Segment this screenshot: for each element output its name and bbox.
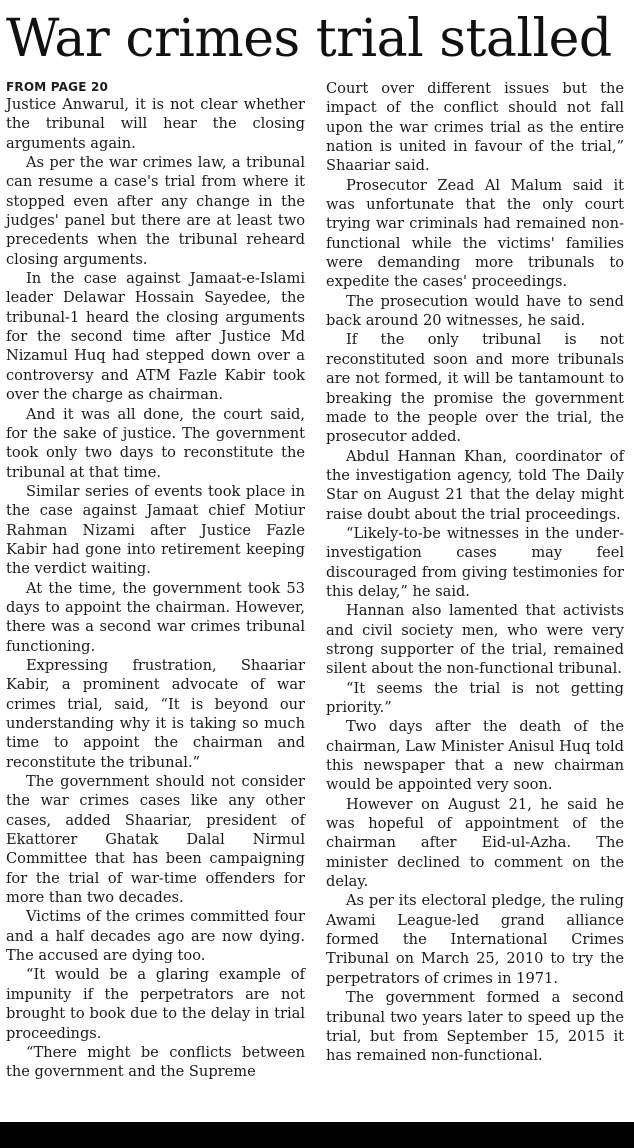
paragraph: As per the war crimes law, a tribunal can resume a case's trial from where it stopped even after any change in the judges' panel but there are at least two precedents when the tribunal reheard closing arguments. (6, 154, 305, 268)
paragraph: Expressing frustration, Shaariar Kabir, a prominent advocate of war crimes trial, said, “It is beyond our understanding why it is taking so much time to appoint the chairman and reconstitute the tribunal.” (6, 656, 305, 771)
paragraph: The prosecution would have to send back around 20 witnesses, he said. (326, 292, 624, 330)
paragraph: As per its electoral pledge, the ruling Awami League-led grand alliance formed the International Crimes Tribunal on March 25, 2010 to try the perpetrators of crimes in 1971. (326, 892, 624, 987)
paragraph: “It would be a glaring example of impunity if the perpetrators are not brought to book due to the delay in trial proceedings. (6, 966, 305, 1042)
paragraph: Court over different issues but the impact of the conflict should not fall upon the war crimes trial as the entire nation is united in favour of the trial,” Shaariar said. (326, 80, 624, 175)
paragraph: Hannan also lamented that activists and civil society men, who were very strong supporter of the trial, remained silent about the non-functional tribunal. (326, 602, 624, 678)
paragraph: At the time, the government took 53 days to appoint the chairman. However, there was a second war crimes tribunal functioning. (6, 579, 305, 655)
paragraph: Abdul Hannan Khan, coordinator of the investigation agency, told The Daily Star on August 21 that the delay might raise doubt about the trial proceedings. (326, 447, 624, 523)
paragraph: The government should not consider the war crimes cases like any other cases, added Shaariar, president of Ekattorer Ghatak Dalal Nirmul Committee that has been campaigning for the trial of war-time offenders for more than two decades. (6, 773, 305, 907)
paragraph: Two days after the death of the chairman, Law Minister Anisul Huq told this newspaper that a new chairman would be appointed very soon. (326, 718, 624, 794)
paragraph: Victims of the crimes committed four and a half decades ago are now dying. The accused are dying too. (6, 908, 305, 965)
continued-from-label: FROM PAGE 20 (6, 80, 109, 94)
paragraph: “It seems the trial is not getting priority.” (326, 679, 624, 716)
paragraph: Justice Anwarul, it is not clear whether the tribunal will hear the closing arguments again. (6, 96, 305, 152)
article-column-right (326, 79, 624, 1066)
paragraph: And it was all done, the court said, for the sake of justice. The government took only two days to reconstitute the tribunal at that time. (6, 405, 305, 481)
bottom-black-bar (0, 1122, 634, 1148)
paragraph: “There might be conflicts between the government and the Supreme (6, 1043, 305, 1081)
paragraph: The government formed a second tribunal two years later to speed up the trial, but from September 15, 2015 it has remained non-functional. (326, 989, 624, 1065)
paragraph: If the only tribunal is not reconstituted soon and more tribunals are not formed, it will be tantamount to breaking the promise the government made to the people over the trial, the prosecutor added. (326, 331, 624, 446)
paragraph: Prosecutor Zead Al Malum said it was unfortunate that the only court trying war criminals had remained non-functional while the victims' families were demanding more tribunals to expedite the cases' proceedings. (326, 176, 624, 291)
paragraph: However on August 21, he said he was hopeful of appointment of the chairman after Eid-ul-Azha. The minister declined to comment on the delay. (326, 795, 624, 891)
article-column-left (6, 79, 305, 1082)
paragraph: In the case against Jamaat-e-Islami leader Delawar Hossain Sayedee, the tribunal-1 heard the closing arguments for the second time after Justice Md Nizamul Huq had stepped down over a controversy and ATM Fazle Kabir took over the charge as chairman. (6, 270, 305, 404)
paragraph: “Likely-to-be witnesses in the under-investigation cases may feel discouraged from giving testimonies for this delay,” he said. (326, 524, 624, 600)
paragraph: Similar series of events took place in the case against Jamaat chief Motiur Rahman Nizami after Justice Fazle Kabir had gone into retirement keeping the verdict waiting. (6, 482, 305, 578)
headline: War crimes trial stalled (6, 9, 612, 69)
